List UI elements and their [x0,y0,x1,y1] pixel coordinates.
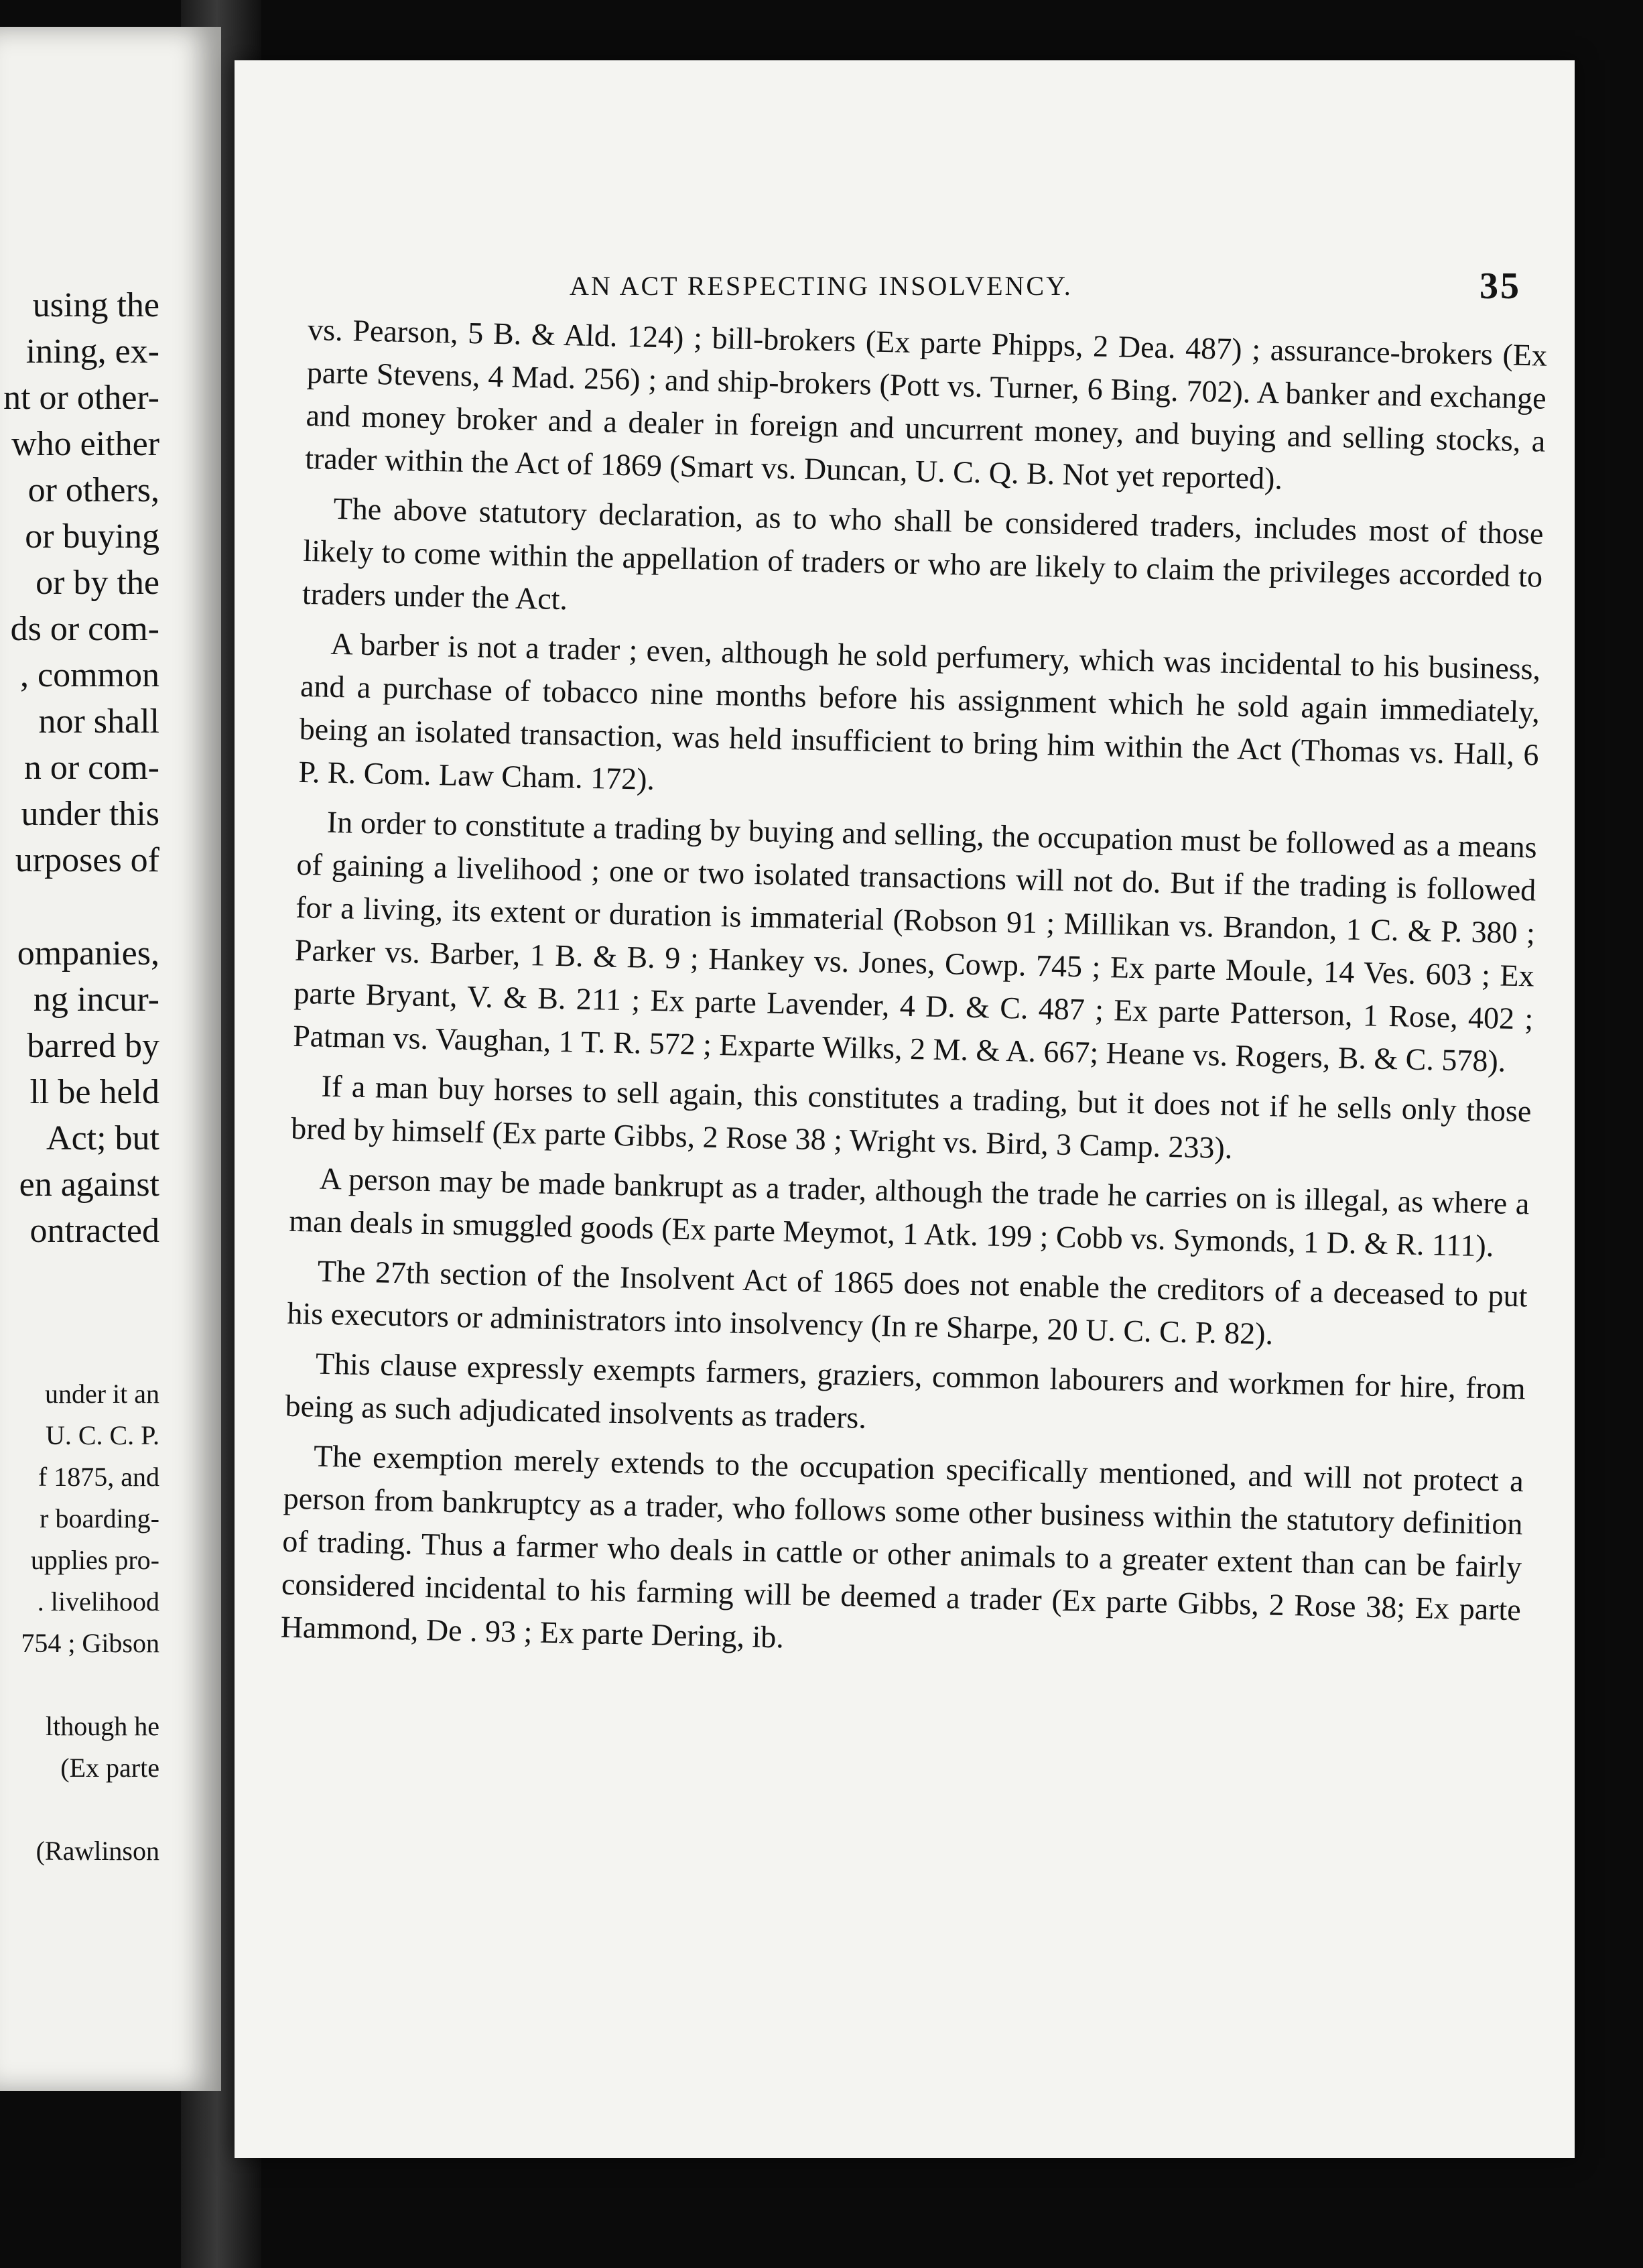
facing-page-line: ompanies, [17,934,159,972]
facing-page-note-line: (Ex parte [60,1753,159,1783]
page [235,60,1575,2158]
facing-page-line: en against [19,1166,159,1204]
body-paragraph: This clause expressly exempts farmers, graziers, common labourers and workmen for hire, from being as such adjudicated insolvents as traders. [285,1346,1526,1435]
facing-page-note-line: upplies pro- [30,1545,159,1575]
facing-page-note-line: U. C. C. P. [45,1420,159,1450]
facing-page-line: , common [20,656,159,694]
facing-page-line: ll be held [29,1073,159,1111]
facing-page-line: under this [21,795,159,833]
body-paragraph: vs. Pearson, 5 B. & Ald. 124) ; bill-brokers (Ex parte Phipps, 2 Dea. 487) ; assurance-brokers (Ex parte Stevens, 4 Mad. 256) ; and ship-brokers (Pott vs. Turner, 6 Bing. 702). A banker and exchange and money broker and a dealer in foreign and uncurrent money, and buying and selling stocks, a trader within the Act of 1869 (Smart vs. Duncan, U. C. Q. B. Not yet reported). [304,312,1548,496]
facing-page-note-line: r boarding- [40,1503,159,1533]
body-paragraph: The exemption merely extends to the occupation specifically mentioned, and will not protect a person from bankruptcy as a trader, who follows some other business within the statutory definition of trading. Thus a farmer who deals in cattle or other animals to a greater extent than can be fairly considered incidental to his farming will be deemed a trader (Ex parte Gibbs, 2 Rose 38; Ex parte Hammond, De . 93 ; Ex parte Dering, ib. [280,1438,1524,1655]
facing-page-line: barred by [27,1027,159,1065]
page-body [280,308,1548,1681]
facing-page-line: nor shall [38,702,159,741]
facing-page-line: n or com- [23,749,159,787]
facing-page-note-line: (Rawlinson [36,1836,159,1866]
body-paragraph: A barber is not a trader ; even, although he sold perfumery, which was incidental to his business, and a purchase of tobacco nine months before his assignment which he sold again immediately, being an isolated transaction, was held insufficient to bring him within the Act (Thomas vs. Hall, 6 P. R. Com. Law Cham. 172). [298,626,1541,796]
facing-page-line: ining, ex- [25,332,159,371]
body-paragraph: In order to constitute a trading by buying and selling, the occupation must be followed as a means of gaining a livelihood ; one or two isolated transactions will not do. But if the trading is followed for a living, its extent or duration is immaterial (Robson 91 ; Millikan vs. Brandon, 1 C. & P. 380 ; Parker vs. Barber, 1 B. & B. 9 ; Hankey vs. Jones, Cowp. 745 ; Ex parte Moule, 14 Ves. 603 ; Ex parte Bryant, V. & B. 211 ; Ex parte Lavender, 4 D. & C. 487 ; Ex parte Patterson, 1 Rose, 402 ; Patman vs. Vaughan, 1 T. R. 572 ; Exparte Wilks, 2 M. & A. 667; Heane vs. Rogers, B. & C. 578). [292,804,1538,1078]
facing-page-line: or buying [25,517,159,556]
body-paragraph: The above statutory declaration, as to who shall be considered traders, includes most of those likely to come within the appellation of traders or who are likely to claim the privileges accorded to traders under the Act. [302,491,1544,617]
page-number: 35 [1480,265,1521,307]
body-paragraph: If a man buy horses to sell again, this constitutes a trading, but it does not if he sells only those bred by himself (Ex parte Gibbs, 2 Rose 38 ; Wright vs. Bird, 3 Camp. 233). [290,1068,1532,1166]
facing-page-line: or others, [27,471,159,509]
running-head-title: AN ACT RESPECTING INSOLVENCY. [570,271,1073,301]
facing-page-line: ng incur- [33,981,159,1019]
facing-page-line: ontracted [29,1212,159,1250]
facing-page-line: urposes of [15,841,159,879]
facing-page-note-line: under it an [44,1379,159,1409]
facing-page-note-line: . livelihood [37,1586,159,1617]
body-paragraph: A person may be made bankrupt as a trader, although the trade he carries on is illegal, as where a man deals in smuggled goods (Ex parte Meymot, 1 Atk. 199 ; Cobb vs. Symonds, 1 D. & R. 111). [288,1161,1530,1263]
facing-page-note-line: lthough he [46,1711,159,1741]
facing-page-fragment [0,27,221,2091]
facing-page-line: nt or other- [3,379,159,417]
facing-page-note-line: 754 ; Gibson [21,1628,159,1658]
facing-page-line: ds or com- [10,610,159,648]
facing-page-note-line: f 1875, and [38,1462,159,1492]
facing-page-line: Act; but [46,1119,159,1157]
facing-page-line: using the [32,286,159,324]
facing-page-line: who either [11,425,159,463]
body-paragraph: The 27th section of the Insolvent Act of 1865 does not enable the creditors of a deceased to put his executors or administrators into insolvency (In re Sharpe, 20 U. C. C. P. 82). [287,1253,1528,1351]
facing-page-line: or by the [36,564,159,602]
